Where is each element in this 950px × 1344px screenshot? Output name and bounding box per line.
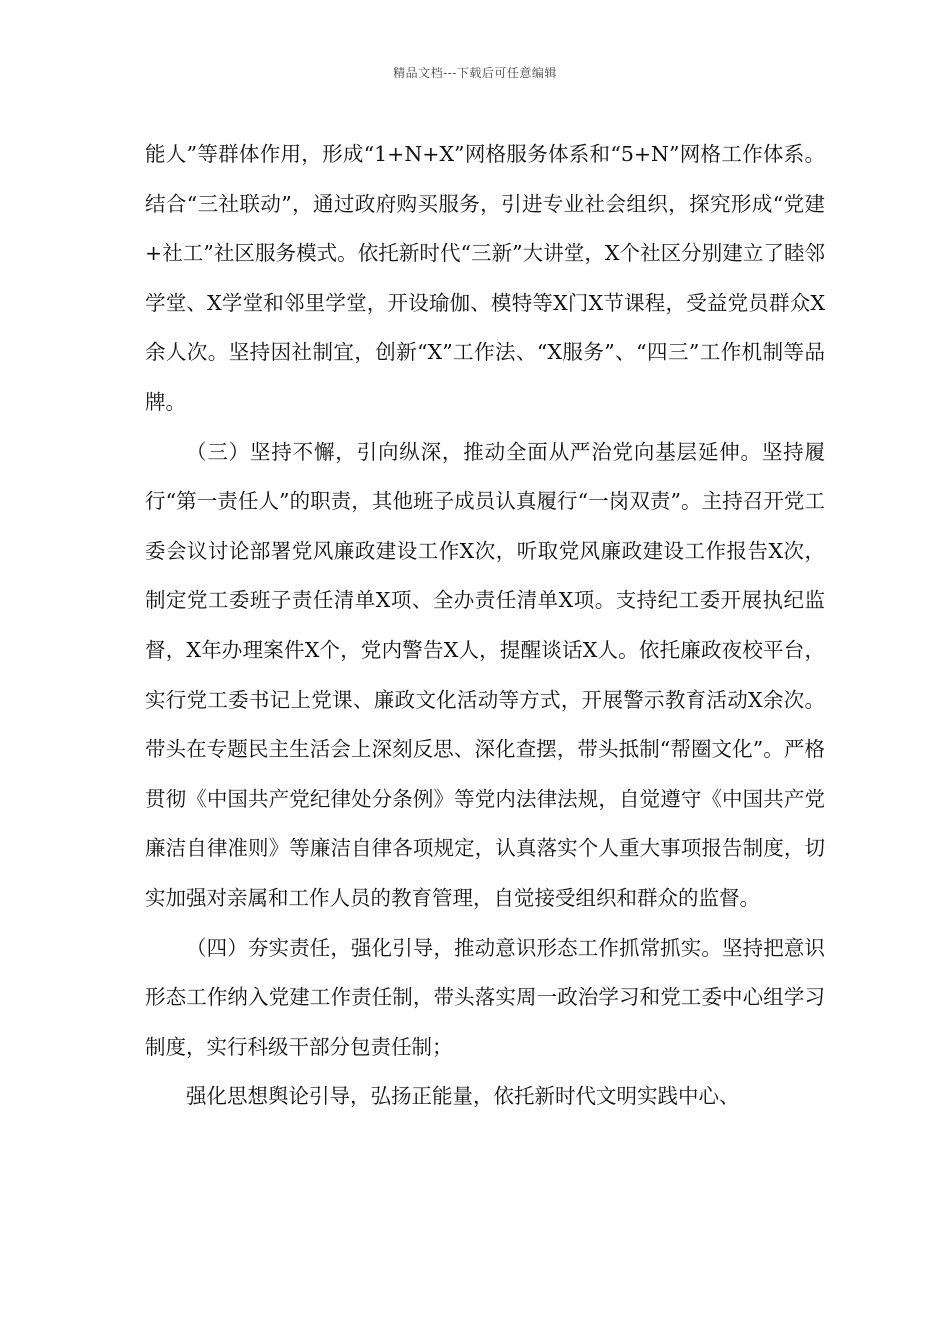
paragraph-opinion-guidance: 强化思想舆论引导，弘扬正能量，依托新时代文明实践中心、 [186,1084,740,1109]
page-header: 精品文档---下载后可任意编辑 [393,66,557,80]
document-body [145,130,825,1122]
paragraph-section-three: （三）坚持不懈，引向纵深，推动全面从严治党向基层延伸。坚持履行“第一责任人”的职责，其他班子成员认真履行“一岗双责”。主持召开党工委会议讨论部署党风廉政建设工作X次，听取党风廉政建设工作报告X次，制定党工委班子责任清单X项、全办责任清单X项。支持纪工委开展执纪监督，X年办理案件X个，党内警告X人，提醒谈话X人。依托廉政夜校平台，实行党工委书记上党课、廉政文化活动等方式，开展警示教育活动X余次。带头在专题民主生活会上深刻反思、深化查摆，带头抵制“帮圈文化”。严格贯彻《中国共产党纪律处分条例》等党内法律法规，自觉遵守《中国共产党廉洁自律准则》等廉洁自律各项规定，认真落实个人重大事项报告制度，切实加强对亲属和工作人员的教育管理，自觉接受组织和群众的监督。 [145,439,825,910]
paragraph-continuation: 能人”等群体作用，形成“1+N+X”网格服务体系和“5+N”网格工作体系。结合“三社联动”，通过政府购买服务，引进专业社会组织，探究形成“党建+社工”社区服务模式。依托新时代“三新”大讲堂，X个社区分别建立了睦邻学堂、X学堂和邻里学堂，开设瑜伽、模特等X门X节课程，受益党员群众X余人次。坚持因社制宜，创新“X”工作法、“X服务”、“四三”工作机制等品牌。 [145,142,825,414]
paragraph-section-four: （四）夯实责任，强化引导，推动意识形态工作抓常抓实。坚持把意识形态工作纳入党建工作责任制，带头落实周一政治学习和党工委中心组学习制度，实行科级干部分包责任制； [145,935,825,1059]
